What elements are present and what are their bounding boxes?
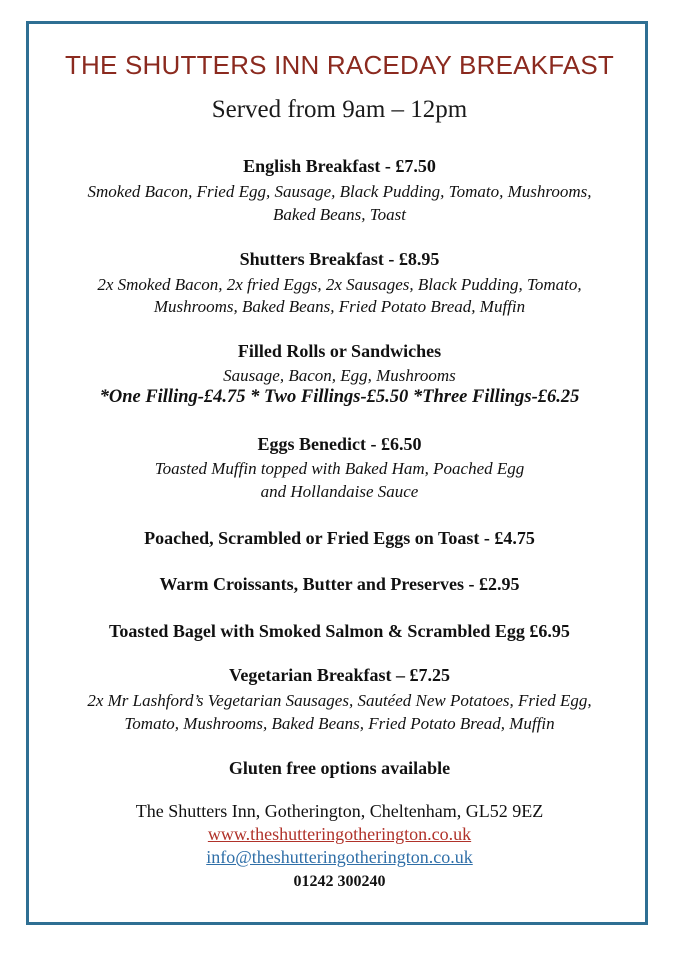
item-heading-vegetarian-breakfast: Vegetarian Breakfast – £7.25 xyxy=(229,665,450,685)
item-desc-filled-rolls: Sausage, Bacon, Egg, Mushrooms xyxy=(223,366,456,385)
website-link[interactable]: www.theshutteringotherington.co.uk xyxy=(207,824,472,844)
item-desc-english-breakfast-line1: Smoked Bacon, Fried Egg, Sausage, Black Pudding, Tomato, Mushrooms, xyxy=(87,182,592,201)
item-desc-english-breakfast-line2: Baked Beans, Toast xyxy=(272,205,406,224)
item-heading-filled-rolls: Filled Rolls or Sandwiches xyxy=(237,341,442,361)
item-desc-vegetarian-line1: 2x Mr Lashford’s Vegetarian Sausages, Sautéed New Potatoes, Fried Egg, xyxy=(87,691,592,710)
item-heading-croissants: Warm Croissants, Butter and Preserves - £2.95 xyxy=(159,574,520,594)
item-desc-eggs-benedict-line1: Toasted Muffin topped with Baked Ham, Poached Egg xyxy=(154,459,525,478)
serving-times: Served from 9am – 12pm xyxy=(211,96,468,123)
item-heading-english-breakfast: English Breakfast - £7.50 xyxy=(243,156,436,176)
item-desc-shutters-breakfast-line2: Mushrooms, Baked Beans, Fried Potato Bread, Muffin xyxy=(153,297,526,316)
item-desc-shutters-breakfast-line1: 2x Smoked Bacon, 2x fried Eggs, 2x Sausages, Black Pudding, Tomato, xyxy=(97,275,582,294)
address: The Shutters Inn, Gotherington, Cheltenham, GL52 9EZ xyxy=(135,801,544,821)
item-heading-shutters-breakfast: Shutters Breakfast - £8.95 xyxy=(239,249,440,269)
gluten-free-note: Gluten free options available xyxy=(228,758,451,778)
item-desc-eggs-benedict-line2: and Hollandaise Sauce xyxy=(260,482,419,501)
phone-number: 01242 300240 xyxy=(293,873,386,890)
item-desc-vegetarian-line2: Tomato, Mushrooms, Baked Beans, Fried Potato Bread, Muffin xyxy=(124,714,555,733)
item-heading-eggs-on-toast: Poached, Scrambled or Fried Eggs on Toast - £4.75 xyxy=(144,528,535,548)
item-pricing-filled-rolls: *One Filling-£4.75 * Two Fillings-£5.50 *Three Fillings-£6.25 xyxy=(99,387,580,407)
email-link[interactable]: info@theshutteringotherington.co.uk xyxy=(206,847,473,867)
item-heading-eggs-benedict: Eggs Benedict - £6.50 xyxy=(257,434,422,454)
menu-title: THE SHUTTERS INN RACEDAY BREAKFAST xyxy=(64,50,615,80)
item-heading-bagel: Toasted Bagel with Smoked Salmon & Scrambled Egg £6.95 xyxy=(109,621,570,641)
